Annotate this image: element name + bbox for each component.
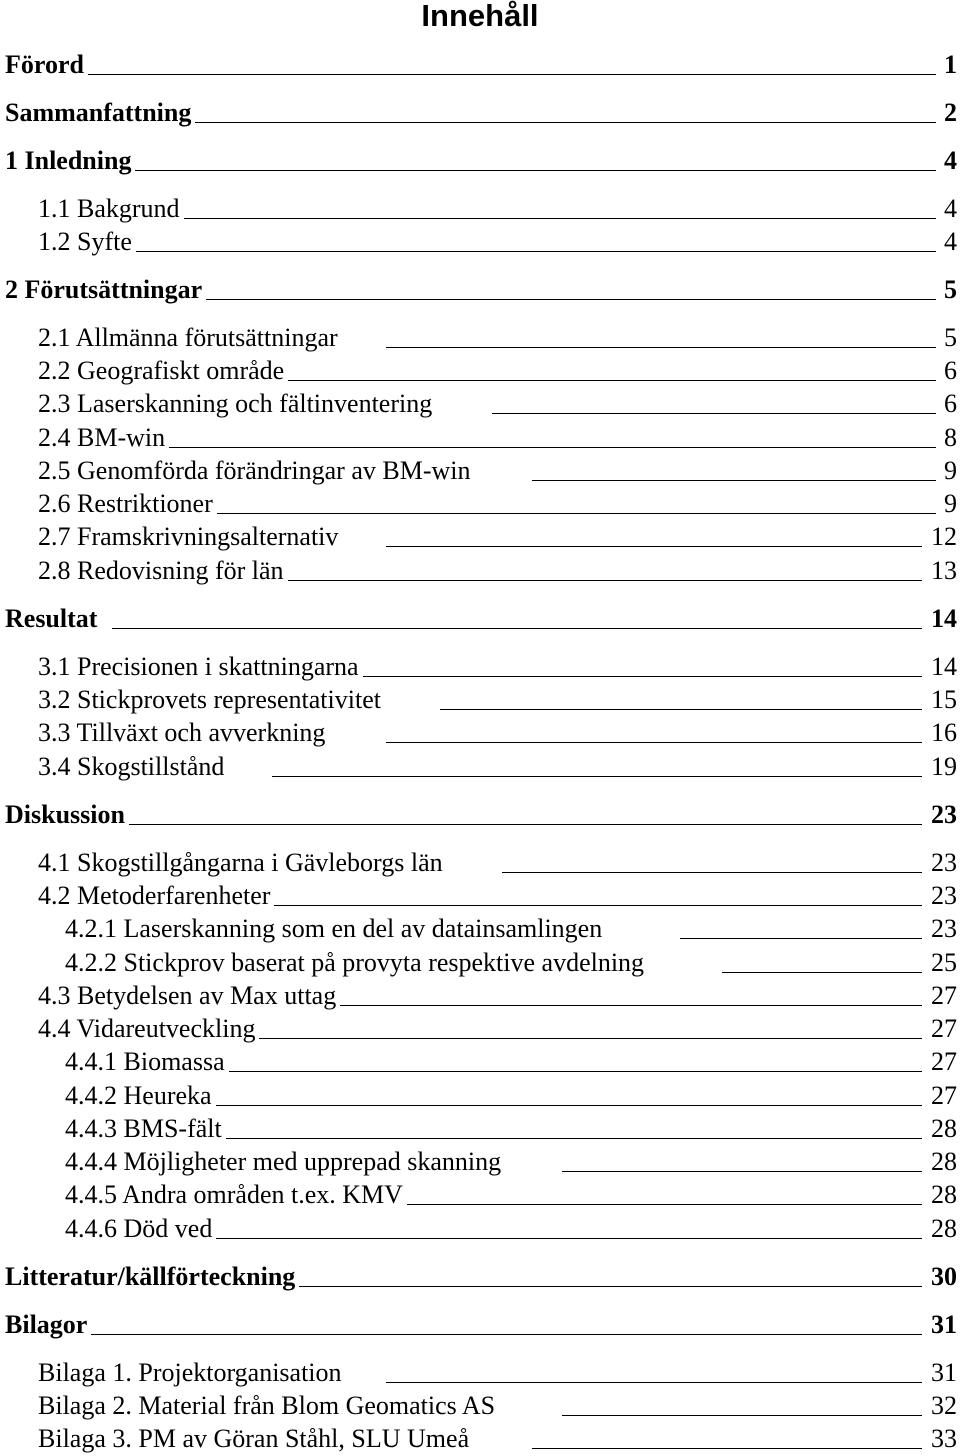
toc-page-number: 27 (931, 1047, 957, 1076)
toc-entry-label: 4.4.5 Andra områden t.ex. KMV (65, 1180, 403, 1209)
toc-page-number: 9 (944, 456, 957, 485)
toc-page-number: 31 (931, 1310, 957, 1339)
toc-entry-label: Förord (5, 50, 84, 79)
toc-entry-label: 4.4.1 Biomassa (65, 1047, 225, 1076)
toc-entry-3-4-skogstillstand[interactable] (0, 750, 960, 784)
toc-leader-line (229, 1071, 922, 1072)
toc-entry-2-7-framskrivningsalternativ[interactable] (0, 520, 960, 554)
toc-leader-line (88, 74, 936, 75)
toc-entry-label: 4.1 Skogstillgångarna i Gävleborgs län (38, 848, 443, 877)
toc-entry-4-3-betydelsen-av-max-uttag[interactable] (0, 979, 960, 1013)
toc-leader-line (272, 776, 922, 777)
toc-entry-resultat[interactable] (0, 602, 960, 636)
toc-entry-label: Bilaga 1. Projektorganisation (38, 1358, 342, 1387)
toc-leader-line (135, 170, 936, 171)
toc-page-number: 27 (931, 1081, 957, 1110)
toc-leader-line (532, 1448, 922, 1449)
toc-leader-line (195, 122, 936, 123)
toc-page-number: 32 (931, 1391, 957, 1420)
toc-entry-label: 2.2 Geografiskt område (38, 356, 285, 385)
toc-leader-line (216, 1238, 922, 1239)
toc-page-number: 23 (931, 800, 957, 829)
toc-entry-label: Sammanfattning (5, 98, 192, 127)
toc-page-number: 25 (931, 948, 957, 977)
toc-entry-label: Bilaga 3. PM av Göran Ståhl, SLU Umeå (38, 1424, 470, 1453)
toc-entry-4-4-2-heureka[interactable] (0, 1079, 960, 1113)
toc-entry-label: 3.2 Stickprovets representativitet (38, 685, 381, 714)
toc-page-number: 30 (931, 1262, 957, 1291)
toc-entry-label: 4.2.2 Stickprov baserat på provyta respektive avdelning (65, 948, 645, 977)
toc-entry-label: Bilagor (5, 1310, 88, 1339)
toc-page-number: 16 (931, 718, 957, 747)
toc-entry-label: 2.4 BM-win (38, 423, 166, 452)
toc-entry-label: 2.1 Allmänna förutsättningar (38, 323, 338, 352)
toc-entry-2-forutsattningar[interactable] (0, 273, 960, 307)
toc-leader-line (91, 1334, 922, 1335)
toc-leader-line (532, 480, 936, 481)
toc-entry-1-2-syfte[interactable] (0, 225, 960, 259)
toc-page-number: 28 (931, 1114, 957, 1143)
toc-leader-line (206, 299, 936, 300)
toc-entry-4-4-1-biomassa[interactable] (0, 1045, 960, 1079)
toc-page-number: 14 (931, 652, 957, 681)
toc-page-number: 19 (931, 752, 957, 781)
toc-page-number: 14 (931, 604, 957, 633)
toc-page-number: 31 (931, 1358, 957, 1387)
toc-leader-line (562, 1415, 922, 1416)
toc-page-number: 8 (944, 423, 957, 452)
toc-leader-line (386, 1382, 922, 1383)
toc-entry-label: 4.2 Metoderfarenheter (38, 881, 271, 910)
toc-entry-label: Bilaga 2. Material från Blom Geomatics AS (38, 1391, 496, 1420)
toc-entry-2-5-genomforda-forandringar-av-bm-win[interactable] (0, 454, 960, 488)
toc-entry-4-4-vidareutveckling[interactable] (0, 1012, 960, 1046)
toc-entry-label: 1.2 Syfte (38, 227, 132, 256)
toc-entry-1-1-bakgrund[interactable] (0, 192, 960, 226)
toc-title: Innehåll (421, 0, 539, 33)
toc-leader-line (226, 1138, 922, 1139)
toc-entry-3-3-tillvaxt-och-avverkning[interactable] (0, 716, 960, 750)
toc-page-number: 12 (931, 522, 957, 551)
toc-entry-bilaga-2-material-fran-blom-geomatics-as[interactable] (0, 1389, 960, 1423)
toc-leader-line (299, 1286, 922, 1287)
toc-entry-label: 1 Inledning (5, 146, 132, 175)
toc-leader-line (680, 938, 922, 939)
toc-page-number: 13 (931, 556, 957, 585)
toc-entry-4-4-3-bms-falt[interactable] (0, 1112, 960, 1146)
toc-entry-4-2-1-laserskanning-som-en-del-av-datainsamlingen[interactable] (0, 912, 960, 946)
toc-leader-line (492, 413, 936, 414)
toc-leader-line (562, 1171, 922, 1172)
toc-entry-label: 4.4.6 Död ved (65, 1214, 213, 1243)
toc-entry-bilaga-1-projektorganisation[interactable] (0, 1356, 960, 1390)
toc-leader-line (386, 742, 922, 743)
toc-leader-line (502, 872, 922, 873)
toc-entry-4-4-4-mojligheter-med-upprepad-skanning[interactable] (0, 1145, 960, 1179)
toc-entry-4-1-skogstillgangarna-i-gavleborgs-lan[interactable] (0, 846, 960, 880)
toc-entry-label: 4.3 Betydelsen av Max uttag (38, 981, 337, 1010)
toc-entry-sammanfattning[interactable] (0, 96, 960, 130)
toc-entry-label: 3.4 Skogstillstånd (38, 752, 225, 781)
toc-page-number: 4 (944, 227, 957, 256)
toc-entry-2-6-restriktioner[interactable] (0, 487, 960, 521)
toc-entry-label: 3.3 Tillväxt och avverkning (38, 718, 326, 747)
toc-entry-2-2-geografiskt-omrade[interactable] (0, 354, 960, 388)
toc-entry-label: Resultat (5, 604, 98, 633)
toc-leader-line (129, 824, 922, 825)
toc-entry-forord[interactable] (0, 48, 960, 82)
toc-leader-line (169, 447, 936, 448)
toc-page-number: 33 (931, 1424, 957, 1453)
toc-page-number: 9 (944, 489, 957, 518)
toc-entry-label: 1.1 Bakgrund (38, 194, 180, 223)
toc-entry-label: 4.4.4 Möjligheter med upprepad skanning (65, 1147, 502, 1176)
toc-page-number: 4 (944, 146, 957, 175)
toc-entry-label: 2.6 Restriktioner (38, 489, 213, 518)
toc-entry-label: 2.5 Genomförda förändringar av BM-win (38, 456, 471, 485)
toc-entry-label: 2.3 Laserskanning och fältinventering (38, 389, 433, 418)
toc-page-number: 5 (944, 275, 957, 304)
toc-entry-label: 4.4.3 BMS-fält (65, 1114, 222, 1143)
toc-entry-label: 4.4.2 Heureka (65, 1081, 212, 1110)
toc-entry-label: 2.8 Redovisning för län (38, 556, 284, 585)
toc-entry-bilaga-3-pm-av-goran-stahl-slu-umea[interactable] (0, 1422, 960, 1456)
toc-entry-2-8-redovisning-for-lan[interactable] (0, 554, 960, 588)
toc-entry-label: Diskussion (5, 800, 125, 829)
toc-page-number: 4 (944, 194, 957, 223)
toc-entry-1-inledning[interactable] (0, 144, 960, 178)
toc-leader-line (340, 1005, 922, 1006)
toc-page-number: 23 (931, 848, 957, 877)
toc-leader-line (217, 513, 936, 514)
toc-leader-line (386, 347, 936, 348)
toc-page-number: 28 (931, 1147, 957, 1176)
toc-page-number: 23 (931, 914, 957, 943)
toc-leader-line (363, 676, 922, 677)
toc-entry-3-1-precisionen-i-skattningarna[interactable] (0, 650, 960, 684)
toc-page-number: 1 (944, 50, 957, 79)
toc-entry-label: Litteratur/källförteckning (5, 1262, 296, 1291)
toc-entry-3-2-stickprovets-representativitet[interactable] (0, 683, 960, 717)
toc-leader-line (722, 972, 922, 973)
toc-leader-line (184, 218, 936, 219)
toc-entry-diskussion[interactable] (0, 798, 960, 832)
toc-leader-line (112, 628, 922, 629)
toc-entry-label: 4.4 Vidareutveckling (38, 1014, 256, 1043)
toc-entry-label: 2.7 Framskrivningsalternativ (38, 522, 339, 551)
toc-entry-label: 2 Förutsättningar (5, 275, 203, 304)
toc-page-number: 28 (931, 1214, 957, 1243)
toc-entry-label: 3.1 Precisionen i skattningarna (38, 652, 359, 681)
toc-entry-litteratur-kallforteckning[interactable] (0, 1260, 960, 1294)
toc-entry-4-4-6-dod-ved[interactable] (0, 1212, 960, 1246)
toc-page-number: 27 (931, 1014, 957, 1043)
toc-leader-line (386, 546, 922, 547)
toc-leader-line (288, 580, 922, 581)
toc-leader-line (216, 1105, 922, 1106)
toc-leader-line (440, 709, 922, 710)
toc-page-number: 15 (931, 685, 957, 714)
toc-leader-line (274, 905, 922, 906)
toc-entry-2-3-laserskanning-och-faltinventering[interactable] (0, 387, 960, 421)
toc-leader-line (288, 380, 936, 381)
toc-page-number: 5 (944, 323, 957, 352)
toc-page-number: 2 (944, 98, 957, 127)
toc-page-number: 6 (944, 389, 957, 418)
toc-entry-label: 4.2.1 Laserskanning som en del av datainsamlingen (65, 914, 603, 943)
toc-entry-2-1-allmanna-forutsattningar[interactable] (0, 321, 960, 355)
toc-entry-2-4-bm-win[interactable] (0, 421, 960, 455)
toc-page-number: 28 (931, 1180, 957, 1209)
toc-entry-4-4-5-andra-omraden-t-ex-kmv[interactable] (0, 1178, 960, 1212)
toc-entry-4-2-metoderfarenheter[interactable] (0, 879, 960, 913)
toc-leader-line (259, 1038, 922, 1039)
toc-entry-bilagor[interactable] (0, 1308, 960, 1342)
toc-entry-4-2-2-stickprov-baserat-pa-provyta-respektive-avdelning[interactable] (0, 946, 960, 980)
toc-leader-line (136, 251, 936, 252)
toc-page-number: 27 (931, 981, 957, 1010)
toc-leader-line (407, 1204, 922, 1205)
toc-page-number: 23 (931, 881, 957, 910)
toc-page-number: 6 (944, 356, 957, 385)
